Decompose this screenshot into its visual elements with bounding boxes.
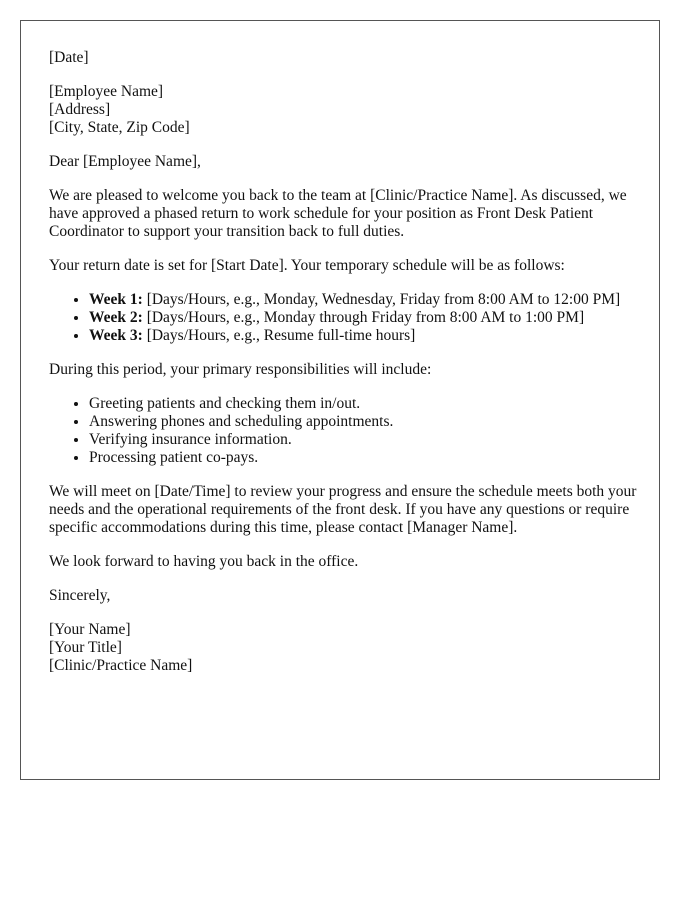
week-hours: [Days/Hours, e.g., Resume full-time hours] — [142, 327, 416, 344]
responsibilities-list — [49, 395, 639, 467]
recipient-address: [Address] — [49, 101, 111, 118]
schedule-intro: Your return date is set for [Start Date]. Your temporary schedule will be as follows: — [49, 257, 565, 274]
meeting-paragraph: We will meet on [Date/Time] to review your progress and ensure the schedule meets both your needs and the operational requirements of the front desk. If you have any questions or require specific accommodations during this time, please contact [Manager Name]. — [49, 483, 637, 536]
letter-page — [20, 20, 660, 780]
letter-date: [Date] — [49, 49, 89, 66]
letter-body — [49, 49, 639, 691]
recipient-city-state-zip: [City, State, Zip Code] — [49, 119, 190, 136]
week-hours: [Days/Hours, e.g., Monday, Wednesday, Friday from 8:00 AM to 12:00 PM] — [142, 291, 621, 308]
responsibilities-intro: During this period, your primary responsibilities will include: — [49, 361, 432, 378]
schedule-list — [49, 291, 639, 345]
signoff: Sincerely, — [49, 587, 111, 604]
schedule-item — [89, 327, 639, 345]
responsibility-item: • Processing patient co-pays. — [89, 449, 639, 467]
recipient-address-block — [49, 83, 639, 137]
sender-title: [Your Title] — [49, 639, 122, 656]
sender-block — [49, 621, 639, 675]
responsibility-item: • Greeting patients and checking them in/out. — [89, 395, 639, 413]
recipient-name: [Employee Name] — [49, 83, 164, 100]
week-label: Week 2: — [89, 309, 143, 326]
sender-organization: [Clinic/Practice Name] — [49, 657, 193, 674]
intro-paragraph: We are pleased to welcome you back to the team at [Clinic/Practice Name]. As discussed, we have approved a phased return to work schedule for your position as Front Desk Patient Coordinator to support your transition back to full duties. — [49, 187, 627, 240]
week-hours: [Days/Hours, e.g., Monday through Friday from 8:00 AM to 1:00 PM] — [142, 309, 585, 326]
schedule-item — [89, 291, 639, 309]
date-block — [49, 49, 639, 67]
salutation: Dear [Employee Name], — [49, 153, 201, 170]
sender-name: [Your Name] — [49, 621, 131, 638]
responsibility-item: • Verifying insurance information. — [89, 431, 639, 449]
week-label: Week 3: — [89, 327, 143, 344]
responsibility-item: • Answering phones and scheduling appointments. — [89, 413, 639, 431]
schedule-item — [89, 309, 639, 327]
closing-paragraph: We look forward to having you back in the office. — [49, 553, 359, 570]
week-label: Week 1: — [89, 291, 143, 308]
